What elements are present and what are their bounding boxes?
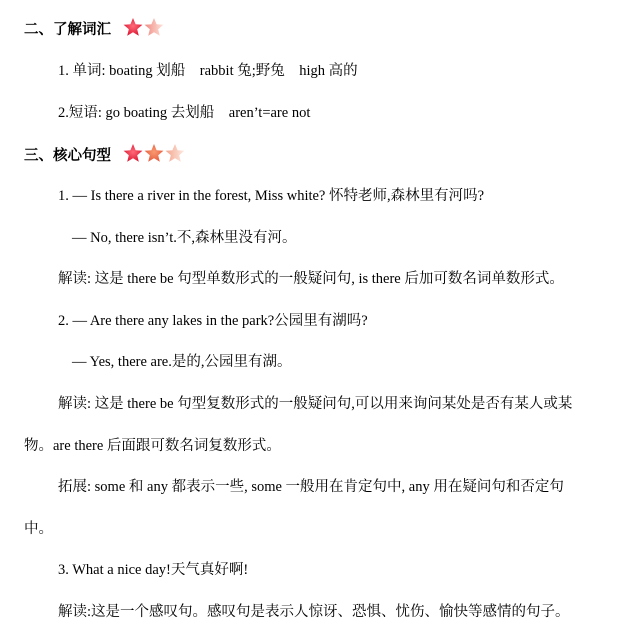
section-heading-sentences: [24, 143, 189, 166]
sentence-2-explanation-line-2: 物。are there 后面跟可数名词复数形式。: [24, 438, 281, 454]
sentence-3-explanation: 解读:这是一个感叹句。感叹句是表示人惊讶、恐惧、忧伤、愉快等感情的句子。: [58, 604, 570, 620]
star-icon: [124, 18, 143, 36]
sentence-2-explanation-line-1: 解读: 这是 there be 句型复数形式的一般疑问句,可以用来询问某处是否有某人或某: [58, 396, 573, 412]
sentence-1-explanation: 解读: 这是 there be 句型单数形式的一般疑问句, is there 后加可数名词单数形式。: [58, 271, 564, 287]
sentence-2-question: 2. — Are there any lakes in the park?公园里有湖吗?: [58, 313, 368, 329]
section-heading-text: 三、核心句型: [24, 148, 111, 164]
sentence-2-extension-line-1: 拓展: some 和 any 都表示一些, some 一般用在肯定句中, any 用在疑问句和否定句: [58, 479, 564, 495]
vocab-words-line: 1. 单词: boating 划船 rabbit 兔;野兔 high 高的: [58, 63, 358, 79]
star-icon: [124, 144, 143, 162]
star-icon: [145, 144, 164, 162]
sentence-2-answer: — Yes, there are.是的,公园里有湖。: [72, 354, 292, 370]
difficulty-stars: [123, 17, 167, 37]
section-heading-vocabulary: [24, 17, 167, 40]
sentence-3-text: 3. What a nice day!天气真好啊!: [58, 562, 249, 578]
vocab-phrases-line: 2.短语: go boating 去划船 aren’t=are not: [58, 105, 311, 121]
section-heading-text: 二、了解词汇: [24, 22, 111, 38]
star-faded-icon: [166, 144, 185, 162]
sentence-2-extension-line-2: 中。: [24, 521, 53, 537]
star-faded-icon: [145, 18, 164, 36]
difficulty-stars: [123, 143, 189, 163]
sentence-1-question: 1. — Is there a river in the forest, Miss white? 怀特老师,森林里有河吗?: [58, 188, 485, 204]
sentence-1-answer: — No, there isn’t.不,森林里没有河。: [72, 230, 297, 246]
